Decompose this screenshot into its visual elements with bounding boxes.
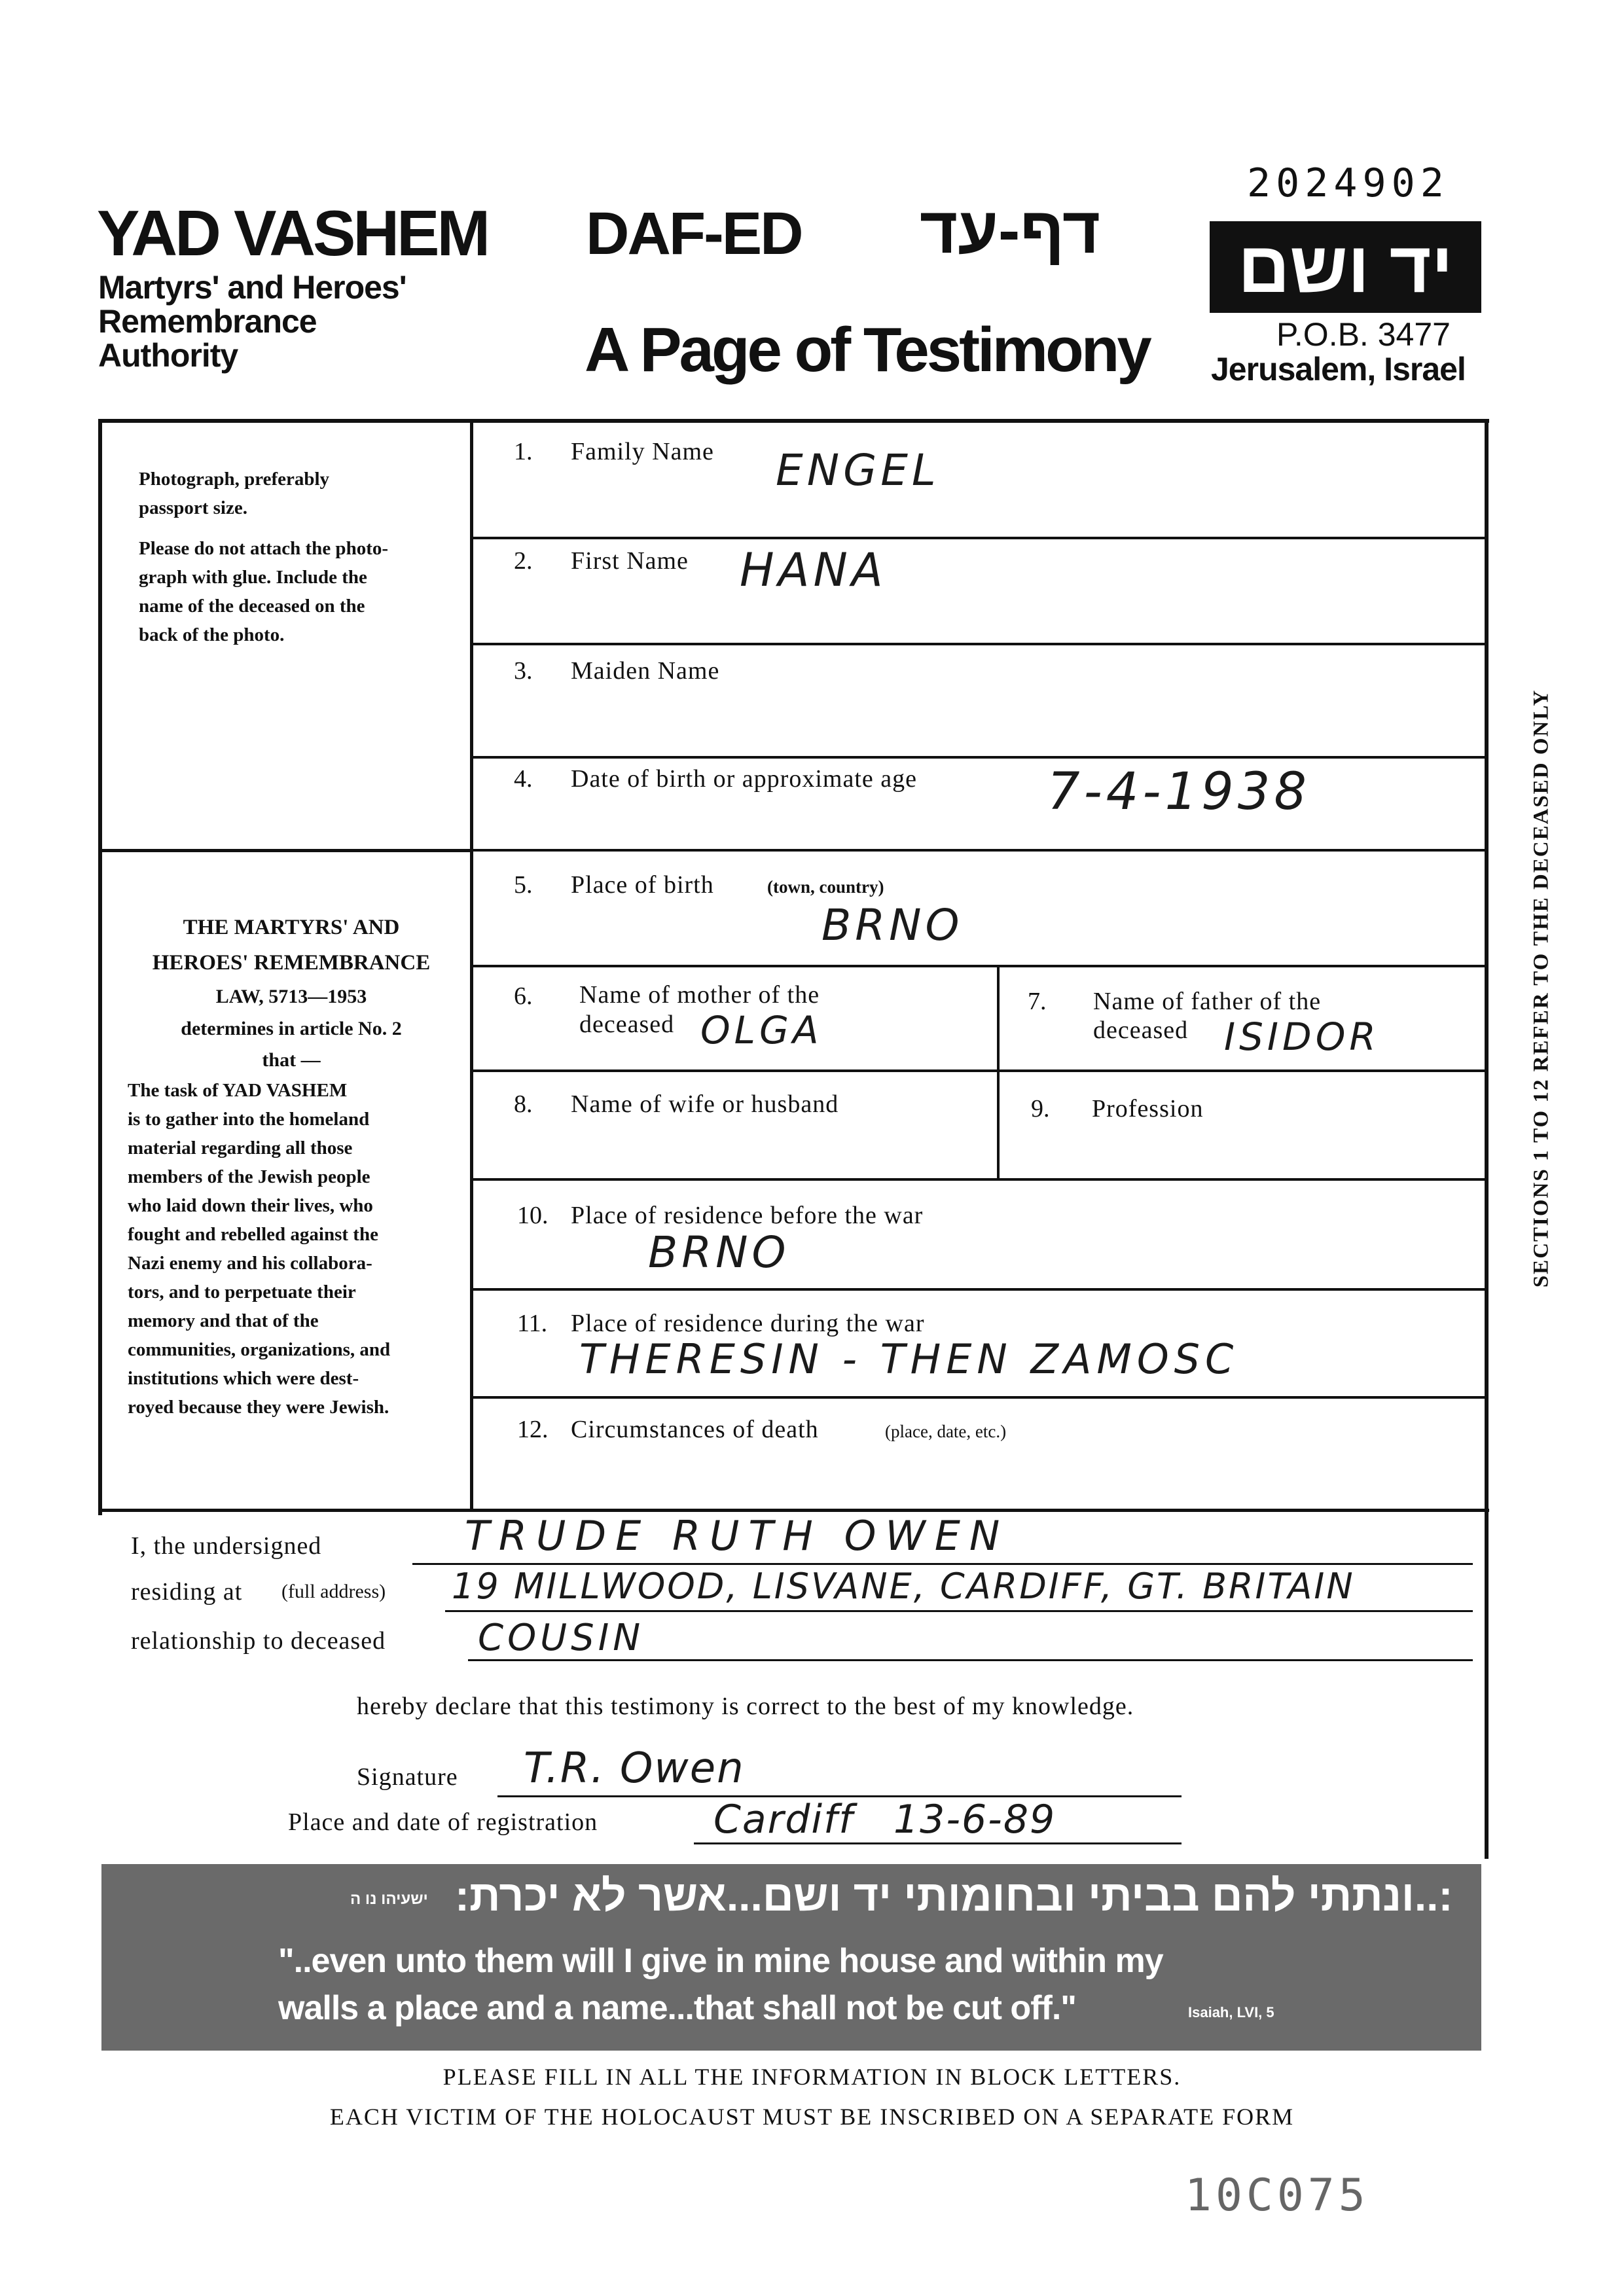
law-text-4: members of the Jewish people xyxy=(128,1166,370,1187)
field-2-number: 2. xyxy=(514,547,533,575)
banner-english-line-1: "..even unto them will I give in mine house and within my xyxy=(278,1942,1163,1980)
date-of-birth-field[interactable]: 7-4-1938 xyxy=(1047,763,1311,821)
box-right-border xyxy=(1485,419,1489,1859)
page-title: A Page of Testimony xyxy=(585,315,1149,385)
relationship-underline xyxy=(468,1659,1473,1661)
field-12-number: 12. xyxy=(517,1416,549,1443)
registration-underline xyxy=(694,1842,1182,1844)
law-box xyxy=(128,910,455,1422)
field-2-label: First Name xyxy=(571,547,689,575)
field-5-number: 5. xyxy=(514,871,533,899)
law-text-10: communities, organizations, and xyxy=(128,1339,391,1360)
field-12-label-small: (place, date, etc.) xyxy=(885,1422,1007,1441)
law-text-3: material regarding all those xyxy=(128,1138,353,1158)
law-text-5: who laid down their lives, who xyxy=(128,1195,373,1216)
serial-number-top: 2024902 xyxy=(1247,160,1449,206)
residing-label: residing at xyxy=(131,1578,243,1606)
row-divider-2 xyxy=(471,643,1486,645)
law-title-1: THE MARTYRS' AND xyxy=(183,916,400,939)
law-text-11: institutions which were dest- xyxy=(128,1368,359,1389)
registration-place-field[interactable]: Cardiff xyxy=(713,1797,854,1842)
field-1-label: Family Name xyxy=(571,438,714,465)
photo-instruction-1: Please do not attach the photo- xyxy=(139,538,389,559)
field-8-number: 8. xyxy=(514,1090,533,1118)
photo-instruction-4: back of the photo. xyxy=(139,624,285,645)
photo-instruction-3: name of the deceased on the xyxy=(139,596,365,617)
row-divider-4 xyxy=(471,849,1486,852)
sections-side-note: SECTIONS 1 TO 12 REFER TO THE DECEASED ONLY xyxy=(1529,689,1553,1288)
row-divider-1 xyxy=(471,537,1486,539)
footer-stamp-number: 10C075 xyxy=(1185,2170,1369,2221)
residing-underline xyxy=(445,1610,1473,1612)
banner-english-line-2: walls a place and a name...that shall not be cut off." xyxy=(278,1989,1076,2027)
declaration-text: hereby declare that this testimony is correct to the best of my knowledge. xyxy=(357,1693,1134,1720)
signature-field[interactable]: T.R. Owen xyxy=(524,1744,745,1793)
hebrew-daf-ed: דף-עד xyxy=(920,194,1101,267)
field-4-number: 4. xyxy=(514,765,533,793)
org-subtitle-2: Remembrance xyxy=(98,303,317,340)
photo-box xyxy=(139,465,453,649)
footer-instruction-1: PLEASE FILL IN ALL THE INFORMATION IN BLOCK LETTERS. xyxy=(442,2064,1182,2090)
row-divider-7 xyxy=(471,1178,1486,1181)
field-7-label-2: deceased xyxy=(1093,1016,1189,1044)
law-determines-1: determines in article No. 2 xyxy=(181,1018,402,1039)
mother-name-field[interactable]: OLGA xyxy=(700,1008,823,1052)
law-title-3: LAW, 5713—1953 xyxy=(215,986,367,1007)
field-10-label: Place of residence before the war xyxy=(571,1202,924,1229)
logo-hebrew-text: יד ושם xyxy=(1238,226,1453,308)
relationship-label: relationship to deceased xyxy=(131,1627,386,1655)
column-divider-6-7 xyxy=(997,965,1000,1181)
law-text-7: Nazi enemy and his collabora- xyxy=(128,1253,372,1274)
undersigned-name-field[interactable]: TRUDE RUTH OWEN xyxy=(465,1512,1009,1560)
residence-before-war-field[interactable]: BRNO xyxy=(648,1227,790,1278)
org-title: YAD VASHEM xyxy=(97,197,488,269)
place-of-birth-field[interactable]: BRNO xyxy=(821,900,964,950)
row-divider-3 xyxy=(471,756,1486,759)
law-text-9: memory and that of the xyxy=(128,1310,319,1331)
banner-hebrew-ref: ישעיהו נו ה xyxy=(350,1890,428,1908)
law-text-6: fought and rebelled against the xyxy=(128,1224,378,1245)
field-10-number: 10. xyxy=(517,1202,549,1229)
daf-ed-title: DAF-ED xyxy=(586,200,802,267)
photo-box-line-1: Photograph, preferably xyxy=(139,469,330,490)
sidebar-mid-divider xyxy=(98,849,471,852)
field-5-label-small: (town, country) xyxy=(767,877,884,897)
residence-during-war-field[interactable]: THERESIN - THEN ZAMOSC xyxy=(579,1335,1239,1383)
city-address: Jerusalem, Israel xyxy=(1211,351,1466,387)
law-text-2: is to gather into the homeland xyxy=(128,1109,370,1130)
field-12-label: Circumstances of death xyxy=(571,1416,819,1443)
banner-english-ref: Isaiah, LVI, 5 xyxy=(1188,2004,1274,2021)
field-1-number: 1. xyxy=(514,438,533,465)
law-text-1: The task of YAD VASHEM xyxy=(128,1080,348,1101)
row-divider-8 xyxy=(471,1288,1486,1291)
registration-date-field[interactable]: 13-6-89 xyxy=(893,1797,1056,1842)
row-divider-5 xyxy=(471,965,1486,967)
law-text-12: royed because they were Jewish. xyxy=(128,1397,389,1418)
field-8-label: Name of wife or husband xyxy=(571,1090,839,1118)
undersigned-label: I, the undersigned xyxy=(131,1532,322,1560)
law-determines-2: that — xyxy=(262,1049,321,1071)
residing-small-label: (full address) xyxy=(281,1581,386,1602)
box-top-border xyxy=(98,419,1489,423)
row-divider-9 xyxy=(471,1396,1486,1399)
law-title-2: HEROES' REMEMBRANCE xyxy=(152,951,431,975)
yad-vashem-logo xyxy=(1210,221,1481,313)
org-subtitle-1: Martyrs' and Heroes' xyxy=(98,269,406,306)
pob-address: P.O.B. 3477 xyxy=(1276,316,1451,353)
sidebar-divider xyxy=(470,419,473,1509)
signature-label: Signature xyxy=(357,1763,458,1791)
field-7-number: 7. xyxy=(1028,988,1047,1015)
father-name-field[interactable]: ISIDOR xyxy=(1224,1015,1380,1059)
field-3-label: Maiden Name xyxy=(571,657,720,685)
box-left-border xyxy=(98,419,102,1515)
banner-hebrew-verse: :..ונתתי להם בביתי ובחומותי יד ושם...אשר לא יכרת: xyxy=(455,1871,1453,1920)
field-4-label: Date of birth or approximate age xyxy=(571,765,917,793)
field-3-number: 3. xyxy=(514,657,533,685)
field-9-number: 9. xyxy=(1031,1095,1050,1123)
family-name-field[interactable]: ENGEL xyxy=(776,445,940,495)
field-5-label: Place of birth xyxy=(571,871,714,899)
law-text-8: tors, and to perpetuate their xyxy=(128,1282,356,1302)
footer-instruction-2: EACH VICTIM OF THE HOLOCAUST MUST BE INSCRIBED ON A SEPARATE FORM xyxy=(329,2104,1295,2130)
photo-box-line-2: passport size. xyxy=(139,497,247,518)
field-11-number: 11. xyxy=(517,1310,548,1337)
org-subtitle-3: Authority xyxy=(98,337,238,374)
field-6-label-1: Name of mother of the xyxy=(579,981,820,1009)
field-6-label-2: deceased xyxy=(579,1011,675,1038)
field-11-label: Place of residence during the war xyxy=(571,1310,925,1337)
field-7-label-1: Name of father of the xyxy=(1093,988,1322,1015)
row-divider-6 xyxy=(471,1069,1486,1072)
residing-address-field[interactable]: 19 MILLWOOD, LISVANE, CARDIFF, GT. BRITAIN xyxy=(452,1566,1355,1607)
first-name-field[interactable]: HANA xyxy=(740,543,887,597)
field-6-number: 6. xyxy=(514,982,533,1010)
registration-label: Place and date of registration xyxy=(288,1808,598,1836)
photo-instruction-2: graph with glue. Include the xyxy=(139,567,367,588)
relationship-field[interactable]: COUSIN xyxy=(478,1617,645,1659)
undersigned-underline xyxy=(412,1563,1473,1565)
field-9-label: Profession xyxy=(1092,1095,1204,1123)
scripture-banner xyxy=(101,1864,1481,2051)
